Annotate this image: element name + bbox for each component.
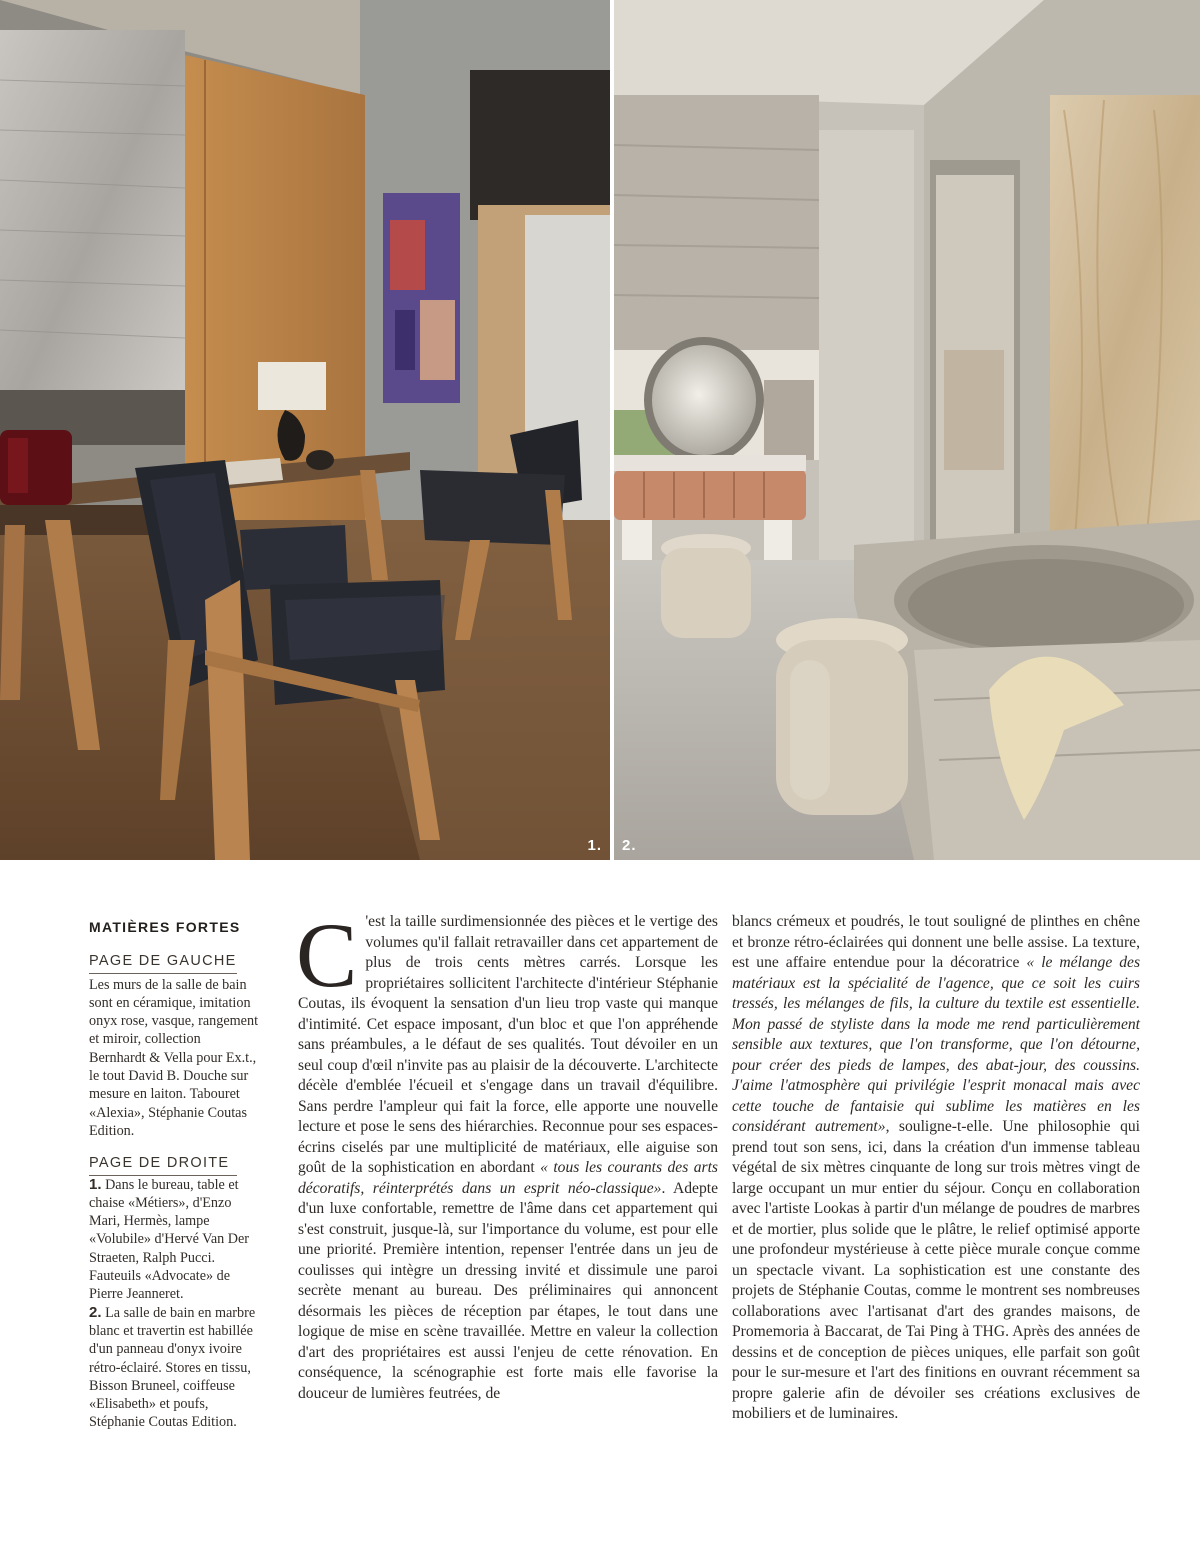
article-col2-quote: « le mélange des matériaux est la spécialité de l'agence, que ce soit les cuirs tressés, les mélanges de fils, la culture du textile est essentielle. Mon passé de styliste dans la mode me rend particulièrement sensible aux textures, que l'on transforme, que l'on détourne, pour créer des pieds de lampes, des abat-jour, des coussins. J'aime l'atmosphère qui privilégie l'esprit monacal mais avec cette touche de fantaisie qui sublime les matières en les considérant autrement» — [732, 954, 1141, 1135]
article-column-1 — [296, 904, 719, 1404]
caption-text-left-page: Les murs de la salle de bain sont en céramique, imitation onyx rose, vasque, rangement et miroir, collection Bernhardt & Vella pour Ex.t., le tout David B. Douche sur mesure en laiton. Tabouret «Alexia», Stéphanie Coutas Edition. — [89, 976, 259, 1139]
caption-column — [89, 918, 259, 1432]
article-col2-text-b: , souligne-t-elle. Une philosophie qui prend tout son sens, ici, dans la création d'un immense tableau végétal de six mètres cinquante de long sur trois mètres vingt de large occupant un mur entier du séjour. Conçu en collaboration avec l'artiste Lookas à partir d'un mélange de poudres de marbres et de mortier, plus solide que le plâtre, le relief optimisé apporte une profondeur mystérieuse à cette pièce murale conçue comme un spectacle vivant. La sophistication est une constante des projets de Stéphanie Coutas, comme le montrent ses nombreuses collaborations avec l'artisanat d'art des grandes maisons, de Promemoria à Baccarat, de Tai Ping à THG. Après des années de dessins et de conception de pièces uniques, elle parfait son goût pour le sur-mesure et l'art des finitions en ouvrant récemment sa propre galerie afin de dévoiler ses créations exclusives de mobiliers et de luminaires. — [732, 1118, 1140, 1422]
photo-bathroom — [614, 0, 1200, 860]
caption-item-2-text: La salle de bain en marbre blanc et travertin est habillée d'un panneau d'onyx ivoire rétro-éclairé. Stores en tissu, Bisson Bruneel, coiffeuse «Elisabeth» et poufs, Stéphanie Coutas Edition. — [89, 1304, 256, 1431]
article-column-2 — [732, 912, 1140, 1425]
article-col2-text-a: blancs crémeux et poudrés, le tout souligné de plinthes en chêne et bronze rétro-éclairées qui donnent une belle assise. La texture, est une affaire entendue pour la décoratrice — [732, 913, 1140, 971]
photo-number-1: 1. — [587, 837, 602, 854]
caption-heading-right-page: PAGE DE DROITE — [89, 1155, 230, 1172]
article-col1-quote: « tous les courants des arts décoratifs, réinterprétés dans un esprit néo-classique» — [298, 1159, 718, 1197]
study-room-illustration — [0, 0, 610, 860]
caption-divider — [89, 973, 237, 974]
caption-heading-left-page: PAGE DE GAUCHE — [89, 953, 237, 970]
caption-item-1-number: 1. — [89, 1175, 102, 1193]
article-paragraph-2 — [732, 912, 1140, 1425]
caption-item-1-text: Dans le bureau, table et chaise «Métiers», d'Enzo Mari, Hermès, lampe «Volubile» d'Hervé Van Der Straeten, Ralph Pucci. Fauteuils «Advocate» de Pierre Jeanneret. — [89, 1176, 250, 1303]
photo-number-2: 2. — [622, 837, 637, 854]
bathroom-illustration — [614, 0, 1200, 860]
article-paragraph-1 — [296, 904, 719, 1404]
caption-item-2-number: 2. — [89, 1303, 102, 1321]
article-col1-text-a: 'est la taille surdimensionnée des pièces et le vertige des volumes qu'il fallait retravailler dans cet appartement de plus de trois cents mètres carrés. Lorsque les propriétaires sollicitent l'architecte d'intérieur Stéphanie Coutas, ils évoquent la sensation d'un lieu trop vaste qui manque d'intimité. Cet espace imposant, d'un bloc et que l'on appréhende sans préambules, a le défaut de ses qualités. Tout dévoiler en un seul coup d'œil n'invite pas au plaisir de la découverte. L'architecte décèle d'emblée l'écueil et s'engage dans un travail d'équilibre. Sans perdre l'ampleur qui fait la force, elle apporte une nouvelle lecture et pose le sens des hiérarchies. Reconnue pour ses espaces-écrins ciselés par une multiplicité de matériaux, elle aiguise son goût de la sophistication en abordant — [298, 913, 718, 1176]
article-col1-text-b: . Adepte d'un luxe confortable, remettre de l'âme dans cet appartement qui s'est construit, jusque-là, sur l'importance du volume, est pour elle une priorité. Première intention, repenser l'entrée dans un jeu de coulisses qui intègre un dressing invité et dissimule une paroi secrète menant au bureau. Des préliminaires qui annoncent désormais les pièces de réception par étapes, le tout dans une logique de mise en scène travaillée. Mettre en valeur la collection d'art des propriétaires est aussi l'enjeu de cette rénovation. En conséquence, la scénographie est forte mais elle favorise la douceur de lumières feutrées, de — [298, 1179, 719, 1402]
dropcap: C — [296, 904, 358, 1006]
caption-item-2 — [89, 1304, 259, 1432]
captions-title: MATIÈRES FORTES — [89, 919, 241, 935]
caption-item-1 — [89, 1176, 259, 1304]
photo-study-room — [0, 0, 610, 860]
